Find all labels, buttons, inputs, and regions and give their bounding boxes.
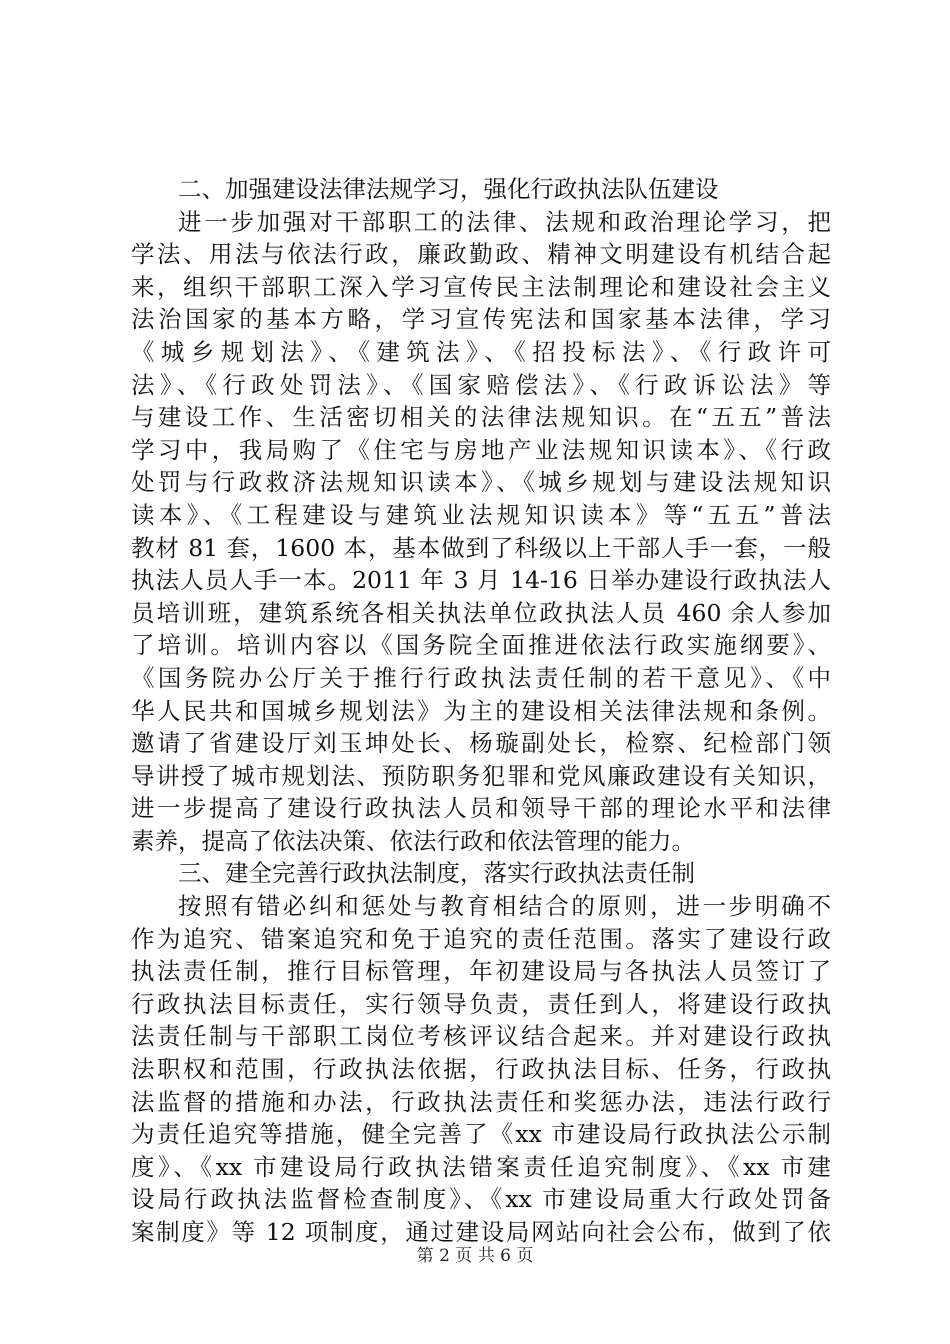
paragraph-line: 学习中，我局购了《住宅与房地产业法规知识读本》、《行政 [131, 435, 831, 464]
paragraph-line: 教材 81 套，1600 本，基本做到了科级以上干部人手一套，一般 [131, 533, 831, 562]
paragraph-line: 来，组织干部职工深入学习宣传民主法制理论和建设社会主义 [131, 272, 831, 301]
paragraph-line: 执法人员人手一本。2011 年 3 月 14-16 日举办建设行政执法人 [131, 566, 831, 595]
paragraph-line: 进一步提高了建设行政执法人员和领导干部的理论水平和法律 [131, 794, 831, 823]
paragraph-line: 执法责任制，推行目标管理，年初建设局与各执法人员签订了 [131, 957, 831, 986]
paragraph-line: 《国务院办公厅关于推行行政执法责任制的若干意见》、《中 [131, 663, 831, 692]
document-body [131, 173, 831, 1249]
paragraph-line: 《城乡规划法》、《建筑法》、《招投标法》、《行政许可 [131, 337, 831, 366]
paragraph-line: 行政执法目标责任，实行领导负责，责任到人，将建设行政执 [131, 989, 831, 1018]
paragraph-line: 员培训班，建筑系统各相关执法单位政执法人员 460 余人参加 [131, 598, 831, 627]
paragraph-line: 邀请了省建设厅刘玉坤处长、杨璇副处长，检察、纪检部门领 [131, 729, 831, 758]
paragraph-line: 按照有错必纠和惩处与教育相结合的原则，进一步明确不 [178, 892, 831, 921]
paragraph-line: 了培训。培训内容以《国务院全面推进依法行政实施纲要》、 [131, 631, 831, 660]
paragraph-line: 学法、用法与依法行政，廉政勤政、精神文明建设有机结合起 [131, 240, 831, 269]
paragraph-line: 案制度》等 12 项制度，通过建设局网站向社会公布，做到了依 [131, 1218, 831, 1246]
paragraph-line: 与建设工作、生活密切相关的法律法规知识。在“五五”普法 [131, 403, 831, 432]
paragraph-line: 作为追究、错案追究和免于追究的责任范围。落实了建设行政 [131, 924, 831, 953]
paragraph-line: 法职权和范围，行政执法依据，行政执法目标、任务，行政执 [131, 1055, 831, 1084]
paragraph-line: 法监督的措施和办法，行政执法责任和奖惩办法，违法行政行 [131, 1087, 831, 1116]
paragraph-line: 法》、《行政处罚法》、《国家赔偿法》、《行政诉讼法》等 [131, 370, 831, 399]
page-number-footer: 第 2 页 共 6 页 [416, 1246, 534, 1266]
paragraph-line: 法责任制与干部职工岗位考核评议结合起来。并对建设行政执 [131, 1022, 831, 1051]
section-heading-3: 三、建全完善行政执法制度，落实行政执法责任制 [178, 859, 695, 888]
paragraph-line: 读本》、《工程建设与建筑业法规知识读本》等“五五”普法 [131, 500, 831, 529]
paragraph-line: 进一步加强对干部职工的法律、法规和政治理论学习，把 [178, 207, 831, 236]
paragraph-line: 处罚与行政救济法规知识读本》、《城乡规划与建设法规知识 [131, 468, 831, 497]
paragraph-line: 度》、《xx 市建设局行政执法错案责任追究制度》、《xx 市建 [131, 1152, 831, 1181]
section-heading-2: 二、加强建设法律法规学习，强化行政执法队伍建设 [178, 175, 719, 203]
paragraph-line: 华人民共和国城乡规划法》为主的建设相关法律法规和条例。 [131, 696, 831, 725]
paragraph-line: 设局行政执法监督检查制度》、《xx 市建设局重大行政处罚备 [131, 1185, 831, 1214]
paragraph-line: 为责任追究等措施，健全完善了《xx 市建设局行政执法公示制 [131, 1120, 831, 1149]
paragraph-line: 素养，提高了依法决策、依法行政和依法管理的能力。 [131, 826, 695, 855]
paragraph-line: 法治国家的基本方略，学习宣传宪法和国家基本法律，学习 [131, 305, 831, 334]
paragraph-line: 导讲授了城市规划法、预防职务犯罪和党风廉政建设有关知识， [131, 761, 831, 790]
